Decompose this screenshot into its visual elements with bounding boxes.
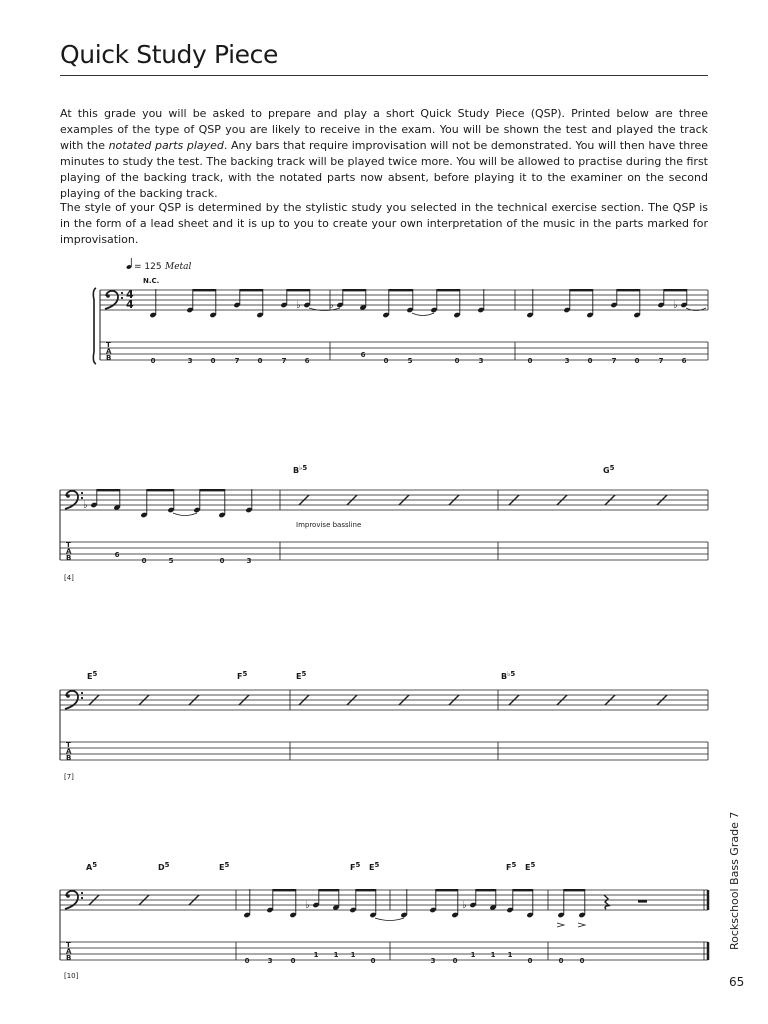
time-signature-bottom: 4: [126, 298, 134, 311]
tab-clef-letter: T: [66, 541, 71, 549]
tab-number: 0: [290, 957, 296, 965]
improvise-label: Improvise bassline: [296, 521, 362, 529]
beam: [147, 489, 174, 491]
chord-symbol: G5: [603, 464, 615, 475]
chord-symbol: A5: [86, 861, 98, 872]
beam: [193, 289, 216, 291]
tab-clef-letter: B: [66, 554, 72, 562]
intro-text-a: At this grade you will be asked to prepare and play a short Quick Study Piece (QSP). Printed below are three examples of the type of QSP you are likely to receive in the exam. You will be shown the test and played the track with the: [60, 107, 708, 152]
flat-sign: ♭: [673, 300, 678, 311]
tab-number: 0: [244, 957, 250, 965]
system-1: [93, 288, 708, 364]
accent-mark: [578, 923, 585, 927]
chord-symbol: B♭5: [293, 464, 308, 475]
bass-clef-dot: [66, 494, 70, 498]
tab-number: 0: [370, 957, 376, 965]
tab-number: 3: [564, 357, 570, 365]
bass-clef-dot: [81, 492, 83, 494]
page-title: Quick Study Piece: [60, 40, 278, 69]
tab-number: 1: [313, 951, 319, 959]
flat-sign: ♭: [305, 900, 310, 911]
tie: [375, 918, 404, 921]
measure-number: [10]: [64, 972, 79, 980]
tab-clef-letter: A: [66, 947, 72, 956]
chord-symbol: F5: [350, 861, 361, 872]
no-chord-label: N.C.: [143, 277, 160, 285]
time-signature-top: 4: [126, 288, 134, 301]
tab-number: 1: [490, 951, 496, 959]
beam: [240, 289, 263, 291]
tab-number: 0: [634, 357, 640, 365]
tab-number: 0: [587, 357, 593, 365]
intro-text-b: . Any bars that require improvisation will not be demonstrated. You will then have three minutes to study the test. The backing track will be played twice more. You will be allowed to practise during the first playing of the backing track, with the notated parts now absent, before playing it to the examiner on the second playing of the backing track.: [60, 139, 709, 200]
tab-number: 5: [168, 557, 174, 565]
tab-number: 0: [219, 557, 225, 565]
tab-number: 0: [150, 357, 156, 365]
chord-symbol: B♭5: [501, 670, 516, 681]
beam: [97, 489, 120, 491]
tempo-mark: = 125: [134, 262, 162, 272]
bass-clef-dot: [81, 892, 83, 894]
tab-number: 0: [527, 357, 533, 365]
tab-clef-letter: A: [66, 747, 72, 756]
flat-sign: ♭: [462, 900, 467, 911]
beam: [343, 289, 366, 291]
quarter-rest-icon: [604, 895, 609, 909]
tab-number: 3: [478, 357, 484, 365]
flat-sign: ♭: [296, 300, 301, 311]
tab-clef-letter: B: [66, 754, 72, 762]
chord-symbol: F5: [237, 670, 248, 681]
tie: [173, 513, 197, 516]
chord-symbol: E5: [369, 861, 380, 872]
bass-clef-dot: [106, 294, 110, 298]
tab-number: 0: [257, 357, 263, 365]
style-paragraph: The style of your QSP is determined by the stylistic study you selected in the technical exercise section. The QSP is in the form of a lead sheet and it is up to you to create your own interpretation of the music in the parts marked for improvisation.: [60, 201, 708, 246]
tab-number: 5: [407, 357, 413, 365]
tab-number: 3: [267, 957, 273, 965]
half-rest-icon: [638, 900, 647, 903]
chord-symbol: E5: [219, 861, 230, 872]
system-3: [60, 690, 708, 781]
system-2: [60, 490, 708, 582]
tab-number: 1: [350, 951, 356, 959]
flat-sign: ♭: [329, 300, 334, 311]
beam: [287, 289, 310, 291]
bass-clef-dot: [66, 894, 70, 898]
tab-number: 7: [234, 357, 240, 365]
tab-number: 3: [430, 957, 436, 965]
tab-clef-letter: A: [66, 547, 72, 556]
tab-clef-letter: A: [106, 347, 112, 356]
bass-clef-dot: [81, 897, 83, 899]
chord-symbol: E5: [525, 861, 536, 872]
tab-clef-letter: T: [106, 341, 111, 349]
tab-number: 0: [558, 957, 564, 965]
tab-clef-letter: B: [66, 954, 72, 962]
beam: [476, 889, 496, 891]
beam: [389, 289, 413, 291]
chord-symbol: E5: [87, 670, 98, 681]
bass-clef-dot: [66, 694, 70, 698]
beam: [436, 889, 458, 891]
tab-number: 3: [246, 557, 252, 565]
tab-number: 0: [210, 357, 216, 365]
beam: [200, 489, 225, 491]
beam: [570, 289, 593, 291]
beam: [617, 289, 640, 291]
beam: [273, 889, 296, 891]
tab-number: 6: [304, 357, 310, 365]
bass-clef-dot: [121, 292, 123, 294]
flat-sign: ♭: [83, 500, 88, 511]
intro-italic: notated parts played: [108, 139, 224, 152]
tie: [412, 313, 434, 316]
measure-number: [7]: [64, 773, 74, 781]
tab-number: 7: [658, 357, 664, 365]
chord-symbol: D5: [158, 861, 170, 872]
tab-number: 0: [383, 357, 389, 365]
tab-clef-letter: B: [106, 354, 112, 362]
tab-number: 6: [114, 551, 120, 559]
tab-number: 0: [454, 357, 460, 365]
tab-clef-letter: T: [66, 741, 71, 749]
page-number: 65: [729, 975, 745, 989]
system-bracket: [93, 288, 96, 364]
beam: [664, 289, 687, 291]
tab-number: 3: [187, 357, 193, 365]
measure-number: [4]: [64, 574, 74, 582]
tab-number: 6: [360, 351, 366, 359]
tab-number: 1: [507, 951, 513, 959]
system-4: [60, 890, 708, 980]
beam: [437, 289, 460, 291]
bass-clef-dot: [121, 297, 123, 299]
tab-number: 0: [579, 957, 585, 965]
chord-symbol: E5: [296, 670, 307, 681]
style-mark: Metal: [165, 262, 192, 272]
tab-number: 0: [452, 957, 458, 965]
bass-clef-dot: [81, 692, 83, 694]
tab-number: 7: [611, 357, 617, 365]
tab-number: 0: [527, 957, 533, 965]
beam: [319, 889, 339, 891]
tab-clef-letter: T: [66, 941, 71, 949]
beam: [564, 889, 585, 891]
tab-number: 0: [141, 557, 147, 565]
bass-clef-dot: [81, 497, 83, 499]
tab-number: 1: [470, 951, 476, 959]
chord-symbol: F5: [506, 861, 517, 872]
tab-number: 6: [681, 357, 687, 365]
tab-number: 1: [333, 951, 339, 959]
bass-clef-dot: [81, 697, 83, 699]
accent-mark: [557, 923, 564, 927]
tab-number: 7: [281, 357, 287, 365]
sidebar-label: Rockschool Bass Grade 7: [728, 811, 741, 950]
beam: [356, 889, 376, 891]
beam: [513, 889, 533, 891]
